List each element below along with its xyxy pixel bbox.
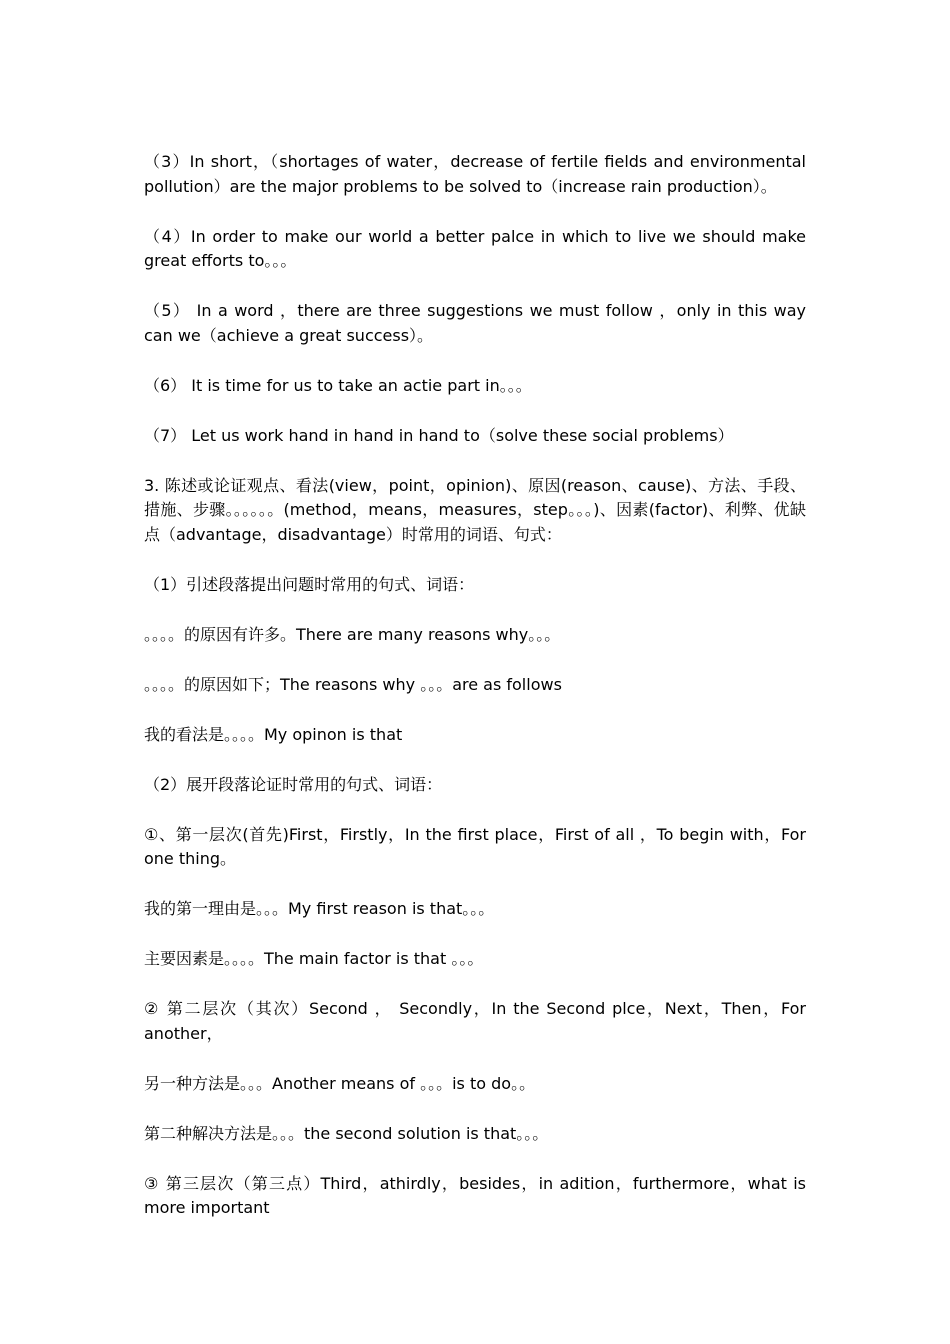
paragraph-summary-6: （6） It is time for us to take an actie part in。。。 [144,375,532,395]
paragraph-summary-4: （4）In order to make our world a better palce in which to live we should make great efforts to。。。 [144,226,806,270]
document-page [144,150,806,1246]
phrase-reasons-as-follows: 。。。。的原因如下；The reasons why 。。。are as follows [144,674,562,694]
paragraph-summary-7: （7） Let us work hand in hand in hand to（solve these social problems） [144,425,734,445]
subsection-2-heading: （2）展开段落论证时常用的句式、词语： [144,774,443,794]
phrase-another-means: 另一种方法是。。。Another means of 。。。is to do。。 [144,1073,536,1093]
level-2-phrases: ② 第二层次（其次）Second ， Secondly，In the Second plce，Next，Then，For another， [144,999,806,1043]
paragraph-summary-3: （3）In short，（shortages of water，decrease of fertile fields and environmental pollution）are the major problems to be solved to（increase rain production）。 [144,152,806,196]
phrase-second-solution: 第二种解决方法是。。。the second solution is that。。。 [144,1123,549,1143]
level-1-phrases: ①、第一层次(首先)First，Firstly，In the first place，First of all ，To begin with，For one thing。 [144,824,806,868]
level-3-phrases: ③ 第三层次（第三点）Third，athirdly，besides，in adition，furthermore，what is more important [144,1173,806,1217]
subsection-1-heading: （1）引述段落提出问题时常用的句式、词语： [144,574,475,594]
section-3-heading: 3. 陈述或论证观点、看法(view，point，opinion)、原因(reason、cause)、方法、手段、措施、步骤。。。。。。(method，means，measures，step。。。)、因素(factor)、利弊、优缺点（advantage，disadvantage）时常用的词语、句式： [144,475,806,544]
phrase-main-factor: 主要因素是。。。。The main factor is that 。。。 [144,949,484,968]
phrase-first-reason: 我的第一理由是。。。My first reason is that。。。 [144,899,495,918]
phrase-many-reasons: 。。。。的原因有许多。There are many reasons why。。。 [144,624,561,644]
paragraph-summary-5: （5） In a word ，there are three suggestions we must follow ，only in this way can we（achieve a great success）。 [144,301,806,345]
phrase-my-opinion: 我的看法是。。。。My opinon is that [144,724,403,744]
